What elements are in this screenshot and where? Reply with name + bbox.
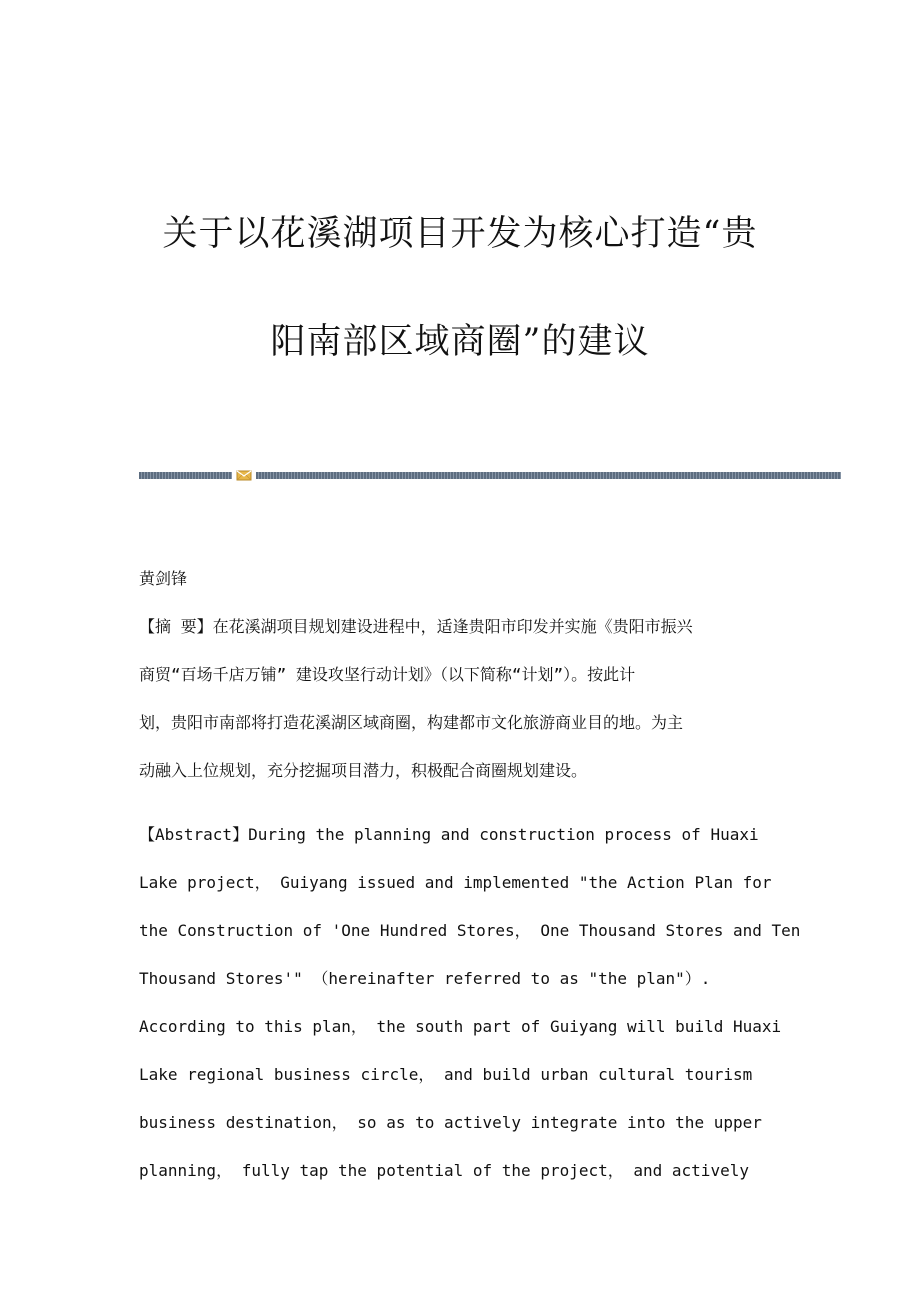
abstract-en-line: 【Abstract】During the planning and construction process of Huaxi xyxy=(139,825,759,844)
abstract-cn-line: 动融入上位规划，充分挖掘项目潜力，积极配合商圈规划建设。 xyxy=(139,761,588,780)
abstract-cn-line: 划，贵阳市南部将打造花溪湖区域商圈，构建都市文化旅游商业目的地。为主 xyxy=(139,713,684,732)
divider-bar-right xyxy=(256,472,841,479)
abstract-en-line: the Construction of 'One Hundred Stores， One Thousand Stores and Ten xyxy=(139,921,801,940)
abstract-en-line: Lake regional business circle， and build urban cultural tourism xyxy=(139,1065,753,1084)
envelope-ornament-icon xyxy=(236,468,252,482)
abstract-cn-line: 商贸“百场千店万铺” 建设攻坚行动计划》（以下简称“计划”）。按此计 xyxy=(139,665,636,684)
title-line-2: 阳南部区域商圈”的建议 xyxy=(270,322,650,362)
author-name: 黄剑锋 xyxy=(139,569,188,588)
title-line-1: 关于以花溪湖项目开发为核心打造“贵 xyxy=(162,214,758,254)
abstract-en-line: Thousand Stores'" （hereinafter referred to as "the plan"）. xyxy=(139,969,711,988)
divider-bar-left xyxy=(139,472,232,479)
abstract-chinese xyxy=(139,611,789,803)
abstract-en-line: Lake project， Guiyang issued and implemented "the Action Plan for xyxy=(139,873,772,892)
abstract-english xyxy=(139,819,801,1203)
title-divider xyxy=(139,468,841,482)
document-body xyxy=(139,563,801,1219)
abstract-en-line: business destination， so as to actively integrate into the upper xyxy=(139,1113,762,1132)
abstract-en-line: planning， fully tap the potential of the project， and actively xyxy=(139,1161,749,1180)
document-title xyxy=(0,205,920,371)
abstract-cn-line: 【摘 要】在花溪湖项目规划建设进程中，适逢贵阳市印发并实施《贵阳市振兴 xyxy=(139,617,693,636)
abstract-en-line: According to this plan， the south part of Guiyang will build Huaxi xyxy=(139,1017,782,1036)
